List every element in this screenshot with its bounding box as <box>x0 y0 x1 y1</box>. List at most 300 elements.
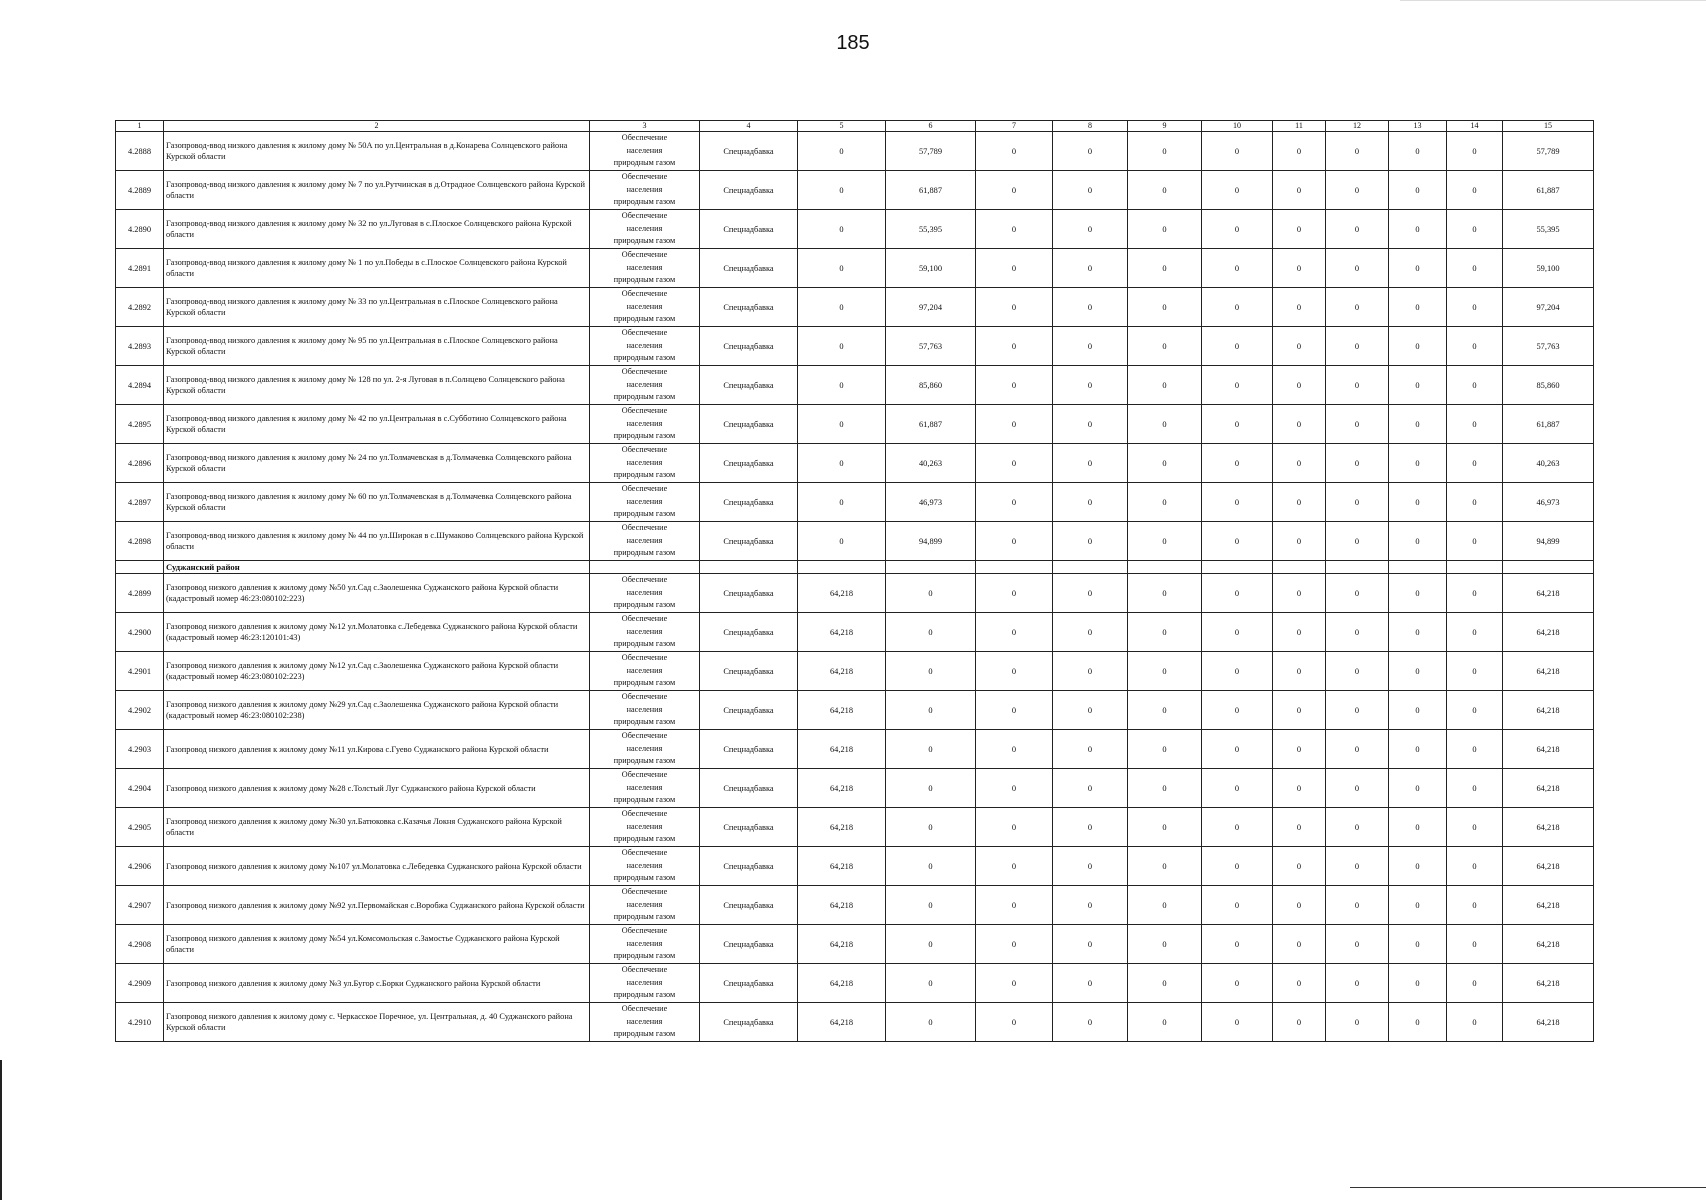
purpose-cell: Обеспечение населения природным газом <box>590 483 700 522</box>
funding-source: Спецнадбавка <box>700 964 798 1003</box>
empty-cell <box>1503 561 1594 574</box>
purpose-cell: Обеспечение населения природным газом <box>590 574 700 613</box>
column-number-7: 7 <box>976 121 1053 132</box>
value-cell: 0 <box>1447 327 1503 366</box>
value-cell: 0 <box>1389 964 1447 1003</box>
value-cell: 0 <box>1273 730 1326 769</box>
row-id: 4.2902 <box>116 691 164 730</box>
row-id: 4.2893 <box>116 327 164 366</box>
value-cell: 0 <box>1128 769 1202 808</box>
value-cell: 0 <box>886 613 976 652</box>
value-cell: 0 <box>1447 288 1503 327</box>
table-row <box>116 769 1594 808</box>
funding-source: Спецнадбавка <box>700 925 798 964</box>
value-cell: 97,204 <box>1503 288 1594 327</box>
value-cell: 64,218 <box>798 847 886 886</box>
value-cell: 0 <box>1053 964 1128 1003</box>
value-cell: 0 <box>1447 652 1503 691</box>
purpose-cell: Обеспечение населения природным газом <box>590 210 700 249</box>
value-cell: 0 <box>1128 730 1202 769</box>
value-cell: 0 <box>1389 288 1447 327</box>
column-number-15: 15 <box>1503 121 1594 132</box>
funding-source: Спецнадбавка <box>700 366 798 405</box>
object-name: Газопровод низкого давления к жилому дому №29 ул.Сад с.Заолешенка Суджанского района Курской области (кадастровый номер 46:23:080102:238) <box>164 691 590 730</box>
object-name: Газопровод-ввод низкого давления к жилому дому № 7 по ул.Рутчинская в д.Отрадное Солнцевского района Курской области <box>164 171 590 210</box>
table-row <box>116 808 1594 847</box>
value-cell: 64,218 <box>1503 652 1594 691</box>
value-cell: 0 <box>1128 808 1202 847</box>
value-cell: 97,204 <box>886 288 976 327</box>
value-cell: 0 <box>1053 769 1128 808</box>
value-cell: 0 <box>976 171 1053 210</box>
value-cell: 0 <box>1273 327 1326 366</box>
value-cell: 0 <box>1202 405 1273 444</box>
row-id: 4.2908 <box>116 925 164 964</box>
object-name: Газопровод низкого давления к жилому дому №107 ул.Молатовка с.Лебедевка Суджанского района Курской области <box>164 847 590 886</box>
value-cell: 0 <box>1128 327 1202 366</box>
value-cell: 57,763 <box>886 327 976 366</box>
value-cell: 0 <box>886 886 976 925</box>
value-cell: 0 <box>1273 613 1326 652</box>
funding-source: Спецнадбавка <box>700 730 798 769</box>
value-cell: 0 <box>1389 210 1447 249</box>
value-cell: 0 <box>1326 444 1389 483</box>
value-cell: 0 <box>1273 444 1326 483</box>
value-cell: 0 <box>1128 652 1202 691</box>
value-cell: 0 <box>1053 652 1128 691</box>
empty-cell <box>886 561 976 574</box>
value-cell: 0 <box>976 613 1053 652</box>
value-cell: 0 <box>1389 366 1447 405</box>
value-cell: 0 <box>1273 1003 1326 1042</box>
row-id: 4.2910 <box>116 1003 164 1042</box>
value-cell: 0 <box>1326 366 1389 405</box>
value-cell: 55,395 <box>886 210 976 249</box>
table-row <box>116 574 1594 613</box>
value-cell: 0 <box>1273 769 1326 808</box>
value-cell: 0 <box>976 366 1053 405</box>
value-cell: 64,218 <box>1503 691 1594 730</box>
column-number-8: 8 <box>1053 121 1128 132</box>
funding-source: Спецнадбавка <box>700 210 798 249</box>
value-cell: 0 <box>1447 808 1503 847</box>
value-cell: 0 <box>1128 847 1202 886</box>
value-cell: 0 <box>1202 522 1273 561</box>
value-cell: 64,218 <box>1503 925 1594 964</box>
object-name: Газопровод низкого давления к жилому дому №54 ул.Комсомольская с.Замостье Суджанского района Курской области <box>164 925 590 964</box>
value-cell: 0 <box>1326 730 1389 769</box>
value-cell: 0 <box>1202 288 1273 327</box>
value-cell: 0 <box>1053 691 1128 730</box>
value-cell: 0 <box>1053 171 1128 210</box>
table-row <box>116 366 1594 405</box>
value-cell: 61,887 <box>1503 171 1594 210</box>
object-name: Газопровод-ввод низкого давления к жилому дому № 50А по ул.Центральная в д.Конарева Солнцевского района Курской области <box>164 132 590 171</box>
value-cell: 0 <box>1326 925 1389 964</box>
value-cell: 0 <box>976 925 1053 964</box>
value-cell: 0 <box>1202 691 1273 730</box>
investment-program-table <box>115 120 1594 1042</box>
funding-source: Спецнадбавка <box>700 808 798 847</box>
purpose-cell: Обеспечение населения природным газом <box>590 405 700 444</box>
value-cell: 0 <box>976 132 1053 171</box>
row-id: 4.2905 <box>116 808 164 847</box>
value-cell: 0 <box>976 574 1053 613</box>
row-id: 4.2909 <box>116 964 164 1003</box>
value-cell: 0 <box>976 691 1053 730</box>
table-row <box>116 964 1594 1003</box>
value-cell: 0 <box>886 964 976 1003</box>
value-cell: 0 <box>1202 730 1273 769</box>
value-cell: 64,218 <box>798 964 886 1003</box>
value-cell: 0 <box>1326 327 1389 366</box>
value-cell: 0 <box>976 1003 1053 1042</box>
value-cell: 0 <box>1447 249 1503 288</box>
empty-cell <box>1273 561 1326 574</box>
object-name: Газопровод-ввод низкого давления к жилому дому № 44 по ул.Широкая в с.Шумаково Солнцевского района Курской области <box>164 522 590 561</box>
value-cell: 57,763 <box>1503 327 1594 366</box>
value-cell: 0 <box>1447 210 1503 249</box>
purpose-cell: Обеспечение населения природным газом <box>590 444 700 483</box>
value-cell: 0 <box>1389 730 1447 769</box>
value-cell: 0 <box>798 444 886 483</box>
empty-cell <box>590 561 700 574</box>
value-cell: 64,218 <box>798 652 886 691</box>
value-cell: 0 <box>1202 769 1273 808</box>
value-cell: 0 <box>1389 444 1447 483</box>
table-row <box>116 886 1594 925</box>
value-cell: 0 <box>1447 171 1503 210</box>
value-cell: 0 <box>1128 405 1202 444</box>
funding-source: Спецнадбавка <box>700 691 798 730</box>
table-row <box>116 691 1594 730</box>
value-cell: 0 <box>1389 483 1447 522</box>
value-cell: 0 <box>1202 132 1273 171</box>
value-cell: 0 <box>1389 691 1447 730</box>
column-number-4: 4 <box>700 121 798 132</box>
value-cell: 64,218 <box>798 691 886 730</box>
value-cell: 0 <box>1326 210 1389 249</box>
value-cell: 0 <box>1053 366 1128 405</box>
value-cell: 0 <box>1326 1003 1389 1042</box>
value-cell: 0 <box>976 730 1053 769</box>
value-cell: 0 <box>1053 405 1128 444</box>
value-cell: 0 <box>1447 925 1503 964</box>
scan-top-line <box>1400 0 1706 1</box>
empty-cell <box>1202 561 1273 574</box>
value-cell: 57,789 <box>886 132 976 171</box>
value-cell: 0 <box>1447 847 1503 886</box>
value-cell: 0 <box>1202 171 1273 210</box>
value-cell: 0 <box>1202 366 1273 405</box>
value-cell: 0 <box>1326 574 1389 613</box>
value-cell: 0 <box>1128 925 1202 964</box>
row-id: 4.2892 <box>116 288 164 327</box>
table-row <box>116 847 1594 886</box>
funding-source: Спецнадбавка <box>700 171 798 210</box>
value-cell: 0 <box>1273 925 1326 964</box>
empty-cell <box>700 561 798 574</box>
value-cell: 0 <box>886 691 976 730</box>
value-cell: 0 <box>1202 925 1273 964</box>
value-cell: 0 <box>1053 249 1128 288</box>
value-cell: 0 <box>1326 808 1389 847</box>
value-cell: 0 <box>1128 483 1202 522</box>
value-cell: 0 <box>798 405 886 444</box>
object-name: Газопровод-ввод низкого давления к жилому дому № 128 по ул. 2-я Луговая в п.Солнцево Солнцевского района Курской области <box>164 366 590 405</box>
value-cell: 0 <box>1326 171 1389 210</box>
table-row <box>116 327 1594 366</box>
object-name: Газопровод низкого давления к жилому дому №50 ул.Сад с.Заолешенка Суджанского района Курской области (кадастровый номер 46:23:080102:223) <box>164 574 590 613</box>
value-cell: 0 <box>1447 132 1503 171</box>
row-id: 4.2900 <box>116 613 164 652</box>
scan-bottom-line <box>1350 1187 1706 1188</box>
purpose-cell: Обеспечение населения природным газом <box>590 288 700 327</box>
value-cell: 64,218 <box>1503 574 1594 613</box>
value-cell: 0 <box>1447 613 1503 652</box>
purpose-cell: Обеспечение населения природным газом <box>590 886 700 925</box>
value-cell: 46,973 <box>886 483 976 522</box>
value-cell: 0 <box>1389 847 1447 886</box>
value-cell: 61,887 <box>886 405 976 444</box>
value-cell: 0 <box>1389 249 1447 288</box>
value-cell: 0 <box>1447 964 1503 1003</box>
value-cell: 0 <box>1053 483 1128 522</box>
value-cell: 0 <box>1447 366 1503 405</box>
object-name: Газопровод низкого давления к жилому дому №30 ул.Батюковка с.Казачья Локня Суджанского района Курской области <box>164 808 590 847</box>
value-cell: 55,395 <box>1503 210 1594 249</box>
value-cell: 0 <box>1273 171 1326 210</box>
value-cell: 0 <box>798 171 886 210</box>
value-cell: 0 <box>976 249 1053 288</box>
value-cell: 0 <box>1202 886 1273 925</box>
value-cell: 0 <box>1389 652 1447 691</box>
object-name: Газопровод низкого давления к жилому дому №28 с.Толстый Луг Суджанского района Курской области <box>164 769 590 808</box>
value-cell: 0 <box>798 249 886 288</box>
value-cell: 0 <box>1326 613 1389 652</box>
table-row <box>116 925 1594 964</box>
value-cell: 64,218 <box>1503 730 1594 769</box>
value-cell: 0 <box>1128 171 1202 210</box>
value-cell: 0 <box>1128 444 1202 483</box>
funding-source: Спецнадбавка <box>700 847 798 886</box>
value-cell: 0 <box>798 288 886 327</box>
value-cell: 61,887 <box>886 171 976 210</box>
value-cell: 0 <box>1326 288 1389 327</box>
value-cell: 0 <box>1273 132 1326 171</box>
funding-source: Спецнадбавка <box>700 132 798 171</box>
value-cell: 0 <box>1128 574 1202 613</box>
scan-edge-line <box>0 1060 2 1200</box>
purpose-cell: Обеспечение населения природным газом <box>590 249 700 288</box>
value-cell: 0 <box>1389 171 1447 210</box>
value-cell: 0 <box>1326 132 1389 171</box>
column-number-11: 11 <box>1273 121 1326 132</box>
funding-source: Спецнадбавка <box>700 652 798 691</box>
purpose-cell: Обеспечение населения природным газом <box>590 132 700 171</box>
column-number-14: 14 <box>1447 121 1503 132</box>
value-cell: 0 <box>886 730 976 769</box>
value-cell: 0 <box>976 886 1053 925</box>
object-name: Газопровод-ввод низкого давления к жилому дому № 32 по ул.Луговая в с.Плоское Солнцевского района Курской области <box>164 210 590 249</box>
row-id: 4.2901 <box>116 652 164 691</box>
column-number-row <box>116 121 1594 132</box>
empty-cell <box>1447 561 1503 574</box>
value-cell: 0 <box>976 327 1053 366</box>
value-cell: 0 <box>1326 652 1389 691</box>
funding-source: Спецнадбавка <box>700 522 798 561</box>
value-cell: 0 <box>798 366 886 405</box>
value-cell: 0 <box>1128 522 1202 561</box>
column-number-9: 9 <box>1128 121 1202 132</box>
funding-source: Спецнадбавка <box>700 574 798 613</box>
value-cell: 94,899 <box>886 522 976 561</box>
value-cell: 0 <box>1053 730 1128 769</box>
value-cell: 0 <box>976 652 1053 691</box>
value-cell: 0 <box>886 847 976 886</box>
row-id: 4.2889 <box>116 171 164 210</box>
empty-cell <box>976 561 1053 574</box>
table-row <box>116 288 1594 327</box>
value-cell: 0 <box>1202 613 1273 652</box>
value-cell: 94,899 <box>1503 522 1594 561</box>
value-cell: 0 <box>1053 925 1128 964</box>
value-cell: 0 <box>1326 249 1389 288</box>
empty-cell <box>798 561 886 574</box>
purpose-cell: Обеспечение населения природным газом <box>590 366 700 405</box>
value-cell: 0 <box>1389 808 1447 847</box>
value-cell: 0 <box>1326 847 1389 886</box>
value-cell: 57,789 <box>1503 132 1594 171</box>
value-cell: 0 <box>1273 483 1326 522</box>
value-cell: 0 <box>976 210 1053 249</box>
value-cell: 46,973 <box>1503 483 1594 522</box>
purpose-cell: Обеспечение населения природным газом <box>590 327 700 366</box>
funding-source: Спецнадбавка <box>700 327 798 366</box>
value-cell: 0 <box>798 210 886 249</box>
row-id: 4.2903 <box>116 730 164 769</box>
row-id: 4.2888 <box>116 132 164 171</box>
table-row <box>116 171 1594 210</box>
object-name: Газопровод низкого давления к жилому дому с. Черкасское Поречное, ул. Центральная, д. 40 Суджанского района Курской области <box>164 1003 590 1042</box>
value-cell: 0 <box>1273 808 1326 847</box>
purpose-cell: Обеспечение населения природным газом <box>590 847 700 886</box>
value-cell: 0 <box>1053 288 1128 327</box>
row-id: 4.2894 <box>116 366 164 405</box>
value-cell: 0 <box>1202 652 1273 691</box>
value-cell: 59,100 <box>1503 249 1594 288</box>
funding-source: Спецнадбавка <box>700 1003 798 1042</box>
value-cell: 85,860 <box>1503 366 1594 405</box>
column-number-12: 12 <box>1326 121 1389 132</box>
value-cell: 0 <box>1128 691 1202 730</box>
value-cell: 0 <box>1447 483 1503 522</box>
column-number-2: 2 <box>164 121 590 132</box>
table-row <box>116 132 1594 171</box>
funding-source: Спецнадбавка <box>700 613 798 652</box>
table-row <box>116 613 1594 652</box>
value-cell: 0 <box>798 483 886 522</box>
value-cell: 0 <box>1389 925 1447 964</box>
purpose-cell: Обеспечение населения природным газом <box>590 691 700 730</box>
value-cell: 0 <box>798 132 886 171</box>
value-cell: 0 <box>1202 249 1273 288</box>
value-cell: 0 <box>1273 405 1326 444</box>
value-cell: 0 <box>1389 886 1447 925</box>
row-id: 4.2907 <box>116 886 164 925</box>
row-id: 4.2895 <box>116 405 164 444</box>
table-row <box>116 1003 1594 1042</box>
row-id: 4.2899 <box>116 574 164 613</box>
value-cell: 0 <box>1053 444 1128 483</box>
value-cell: 64,218 <box>798 1003 886 1042</box>
purpose-cell: Обеспечение населения природным газом <box>590 613 700 652</box>
value-cell: 0 <box>1128 288 1202 327</box>
value-cell: 0 <box>1128 964 1202 1003</box>
value-cell: 40,263 <box>886 444 976 483</box>
table-row <box>116 652 1594 691</box>
value-cell: 0 <box>1053 522 1128 561</box>
value-cell: 0 <box>1273 691 1326 730</box>
value-cell: 0 <box>976 847 1053 886</box>
value-cell: 64,218 <box>1503 808 1594 847</box>
value-cell: 0 <box>1389 132 1447 171</box>
value-cell: 0 <box>1273 652 1326 691</box>
value-cell: 0 <box>1389 769 1447 808</box>
purpose-cell: Обеспечение населения природным газом <box>590 652 700 691</box>
funding-source: Спецнадбавка <box>700 444 798 483</box>
row-id: 4.2897 <box>116 483 164 522</box>
row-id: 4.2890 <box>116 210 164 249</box>
value-cell: 85,860 <box>886 366 976 405</box>
page-number: 185 <box>836 32 870 54</box>
value-cell: 0 <box>976 964 1053 1003</box>
value-cell: 64,218 <box>798 574 886 613</box>
value-cell: 0 <box>1053 847 1128 886</box>
object-name: Газопровод низкого давления к жилому дому №12 ул.Молатовка с.Лебедевка Суджанского района Курской области (кадастровый номер 46:23:120101:43) <box>164 613 590 652</box>
value-cell: 64,218 <box>798 769 886 808</box>
value-cell: 0 <box>1202 574 1273 613</box>
funding-source: Спецнадбавка <box>700 249 798 288</box>
column-number-10: 10 <box>1202 121 1273 132</box>
value-cell: 0 <box>886 808 976 847</box>
empty-cell <box>116 561 164 574</box>
table-row <box>116 444 1594 483</box>
value-cell: 0 <box>1447 691 1503 730</box>
section-row <box>116 561 1594 574</box>
column-number-3: 3 <box>590 121 700 132</box>
value-cell: 0 <box>1273 210 1326 249</box>
table-row <box>116 730 1594 769</box>
value-cell: 0 <box>976 288 1053 327</box>
value-cell: 0 <box>1273 886 1326 925</box>
object-name: Газопровод-ввод низкого давления к жилому дому № 60 по ул.Толмачевская в д.Толмачевка Солнцевского района Курской области <box>164 483 590 522</box>
value-cell: 64,218 <box>798 886 886 925</box>
value-cell: 0 <box>1128 132 1202 171</box>
value-cell: 64,218 <box>1503 886 1594 925</box>
object-name: Газопровод-ввод низкого давления к жилому дому № 42 по ул.Центральная в с.Субботино Солнцевского района Курской области <box>164 405 590 444</box>
value-cell: 0 <box>1273 574 1326 613</box>
value-cell: 0 <box>1447 405 1503 444</box>
value-cell: 0 <box>1389 574 1447 613</box>
row-id: 4.2904 <box>116 769 164 808</box>
value-cell: 64,218 <box>798 925 886 964</box>
purpose-cell: Обеспечение населения природным газом <box>590 171 700 210</box>
column-number-6: 6 <box>886 121 976 132</box>
value-cell: 0 <box>1273 366 1326 405</box>
value-cell: 64,218 <box>798 808 886 847</box>
table-row <box>116 483 1594 522</box>
